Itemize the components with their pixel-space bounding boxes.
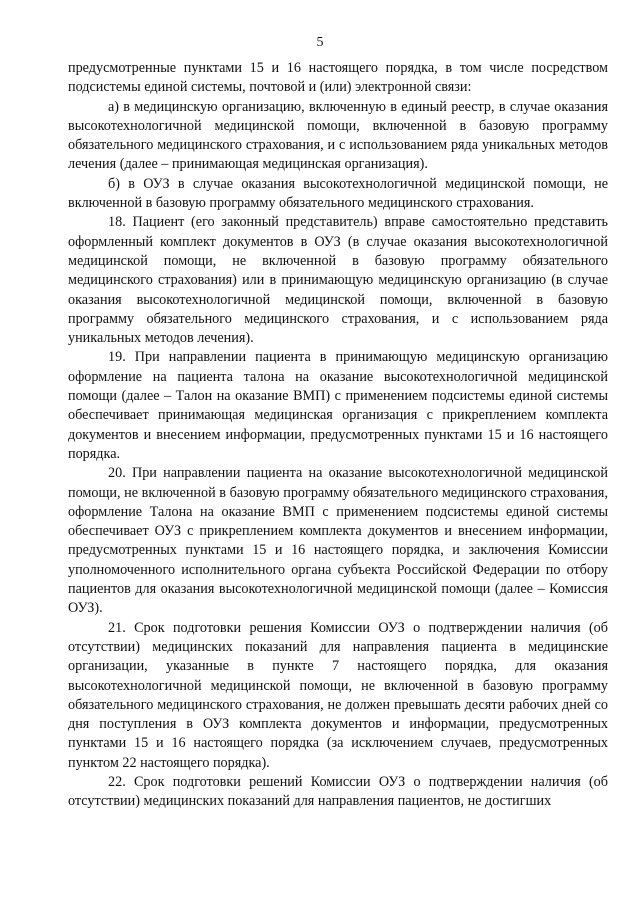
paragraph-19: 19. При направлении пациента в принимающую медицинскую организацию оформление на пациента талона на оказание высокотехнологичной медицинской помощи (далее – Талон на оказание ВМП) с применением подсистемы единой системы обеспечивает принимающая медицинская организация с прикреплением комплекта документов и внесением информации, предусмотренных пунктами 15 и 16 настоящего порядка. (68, 349, 608, 462)
paragraph-20: 20. При направлении пациента на оказание высокотехнологичной медицинской помощи, не включенной в базовую программу обязательного медицинского страхования, оформление Талона на оказание ВМП с применением подсистемы единой системы обеспечивает ОУЗ с прикреплением комплекта документов и внесением информации, предусмотренных пунктами 15 и 16 настоящего порядка, и заключения Комиссии уполномоченного исполнительного органа субъекта Российской Федерации по отбору пациентов для оказания высокотехнологичной медицинской помощи (далее – Комиссия ОУЗ). (68, 465, 608, 617)
document-body (68, 59, 608, 812)
page-number: 5 (316, 35, 324, 50)
paragraph-item-a: а) в медицинскую организацию, включенную в единый реестр, в случае оказания высокотехнологичной медицинской помощи, включенной в базовую программу обязательного медицинского страхования, и с использованием ряда уникальных методов лечения (далее – принимающая медицинская организация). (68, 98, 608, 173)
paragraph-continuation: предусмотренные пунктами 15 и 16 настоящего порядка, в том числе посредством подсистемы единой системы, почтовой и (или) электронной связи: (68, 60, 608, 96)
paragraph-22: 22. Срок подготовки решений Комиссии ОУЗ о подтверждении наличия (об отсутствии) медицинских показаний для направления пациентов, не достигших (68, 773, 608, 810)
paragraph-item-b: б) в ОУЗ в случае оказания высокотехнологичной медицинской помощи, не включенной в базовую программу обязательного медицинского страхования. (68, 175, 608, 212)
paragraph-18: 18. Пациент (его законный представитель) вправе самостоятельно представить оформленный комплект документов в ОУЗ (в случае оказания высокотехнологичной медицинской помощи, не включенной в базовую программу обязательного медицинского страхования) или в принимающую медицинскую организацию (в случае оказания высокотехнологичной медицинской помощи, включенной в базовую программу обязательного медицинского страхования, и с использованием ряда уникальных методов лечения). (68, 214, 608, 347)
paragraph-21: 21. Срок подготовки решения Комиссии ОУЗ о подтверждении наличия (об отсутствии) медицинских показаний для направления пациента в медицинские организации, указанные в пункте 7 настоящего порядка, для оказания высокотехнологичной медицинской помощи, не включенной в базовую программу обязательного медицинского страхования, не должен превышать десяти рабочих дней со дня поступления в ОУЗ комплекта документов и информации, предусмотренных пунктами 15 и 16 настоящего порядка (за исключением случаев, предусмотренных пунктом 22 настоящего порядка). (68, 619, 608, 771)
